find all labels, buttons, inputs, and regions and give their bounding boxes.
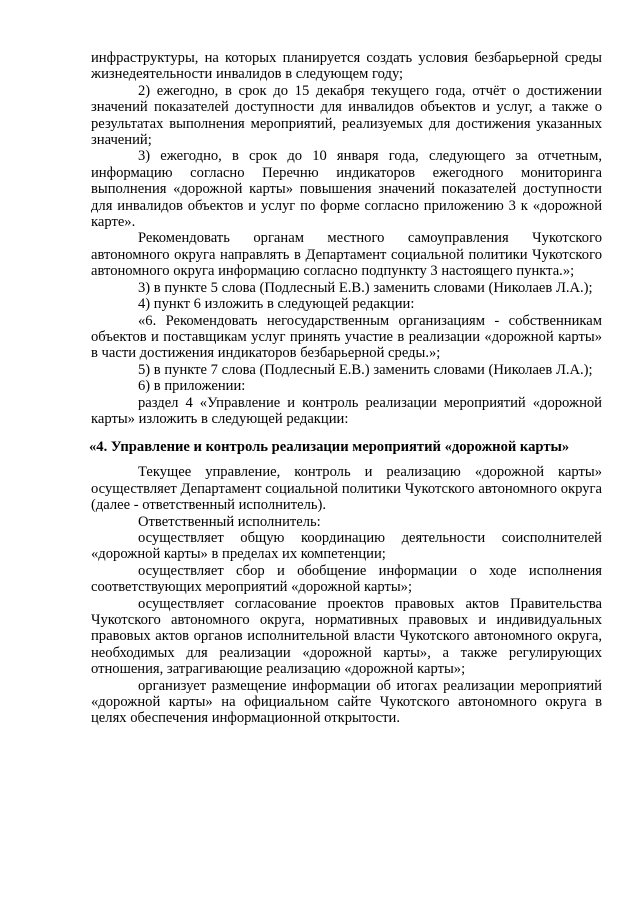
- paragraph-section-4-intro: раздел 4 «Управление и контроль реализации мероприятий «дорожной карты» изложить в следующей редакции:: [91, 394, 602, 427]
- paragraph-collection: осуществляет сбор и обобщение информации о ходе исполнения соответствующих мероприятий «дорожной карты»;: [91, 562, 602, 596]
- section-4-title: «4. Управление и контроль реализации мероприятий «дорожной карты»: [89, 439, 570, 456]
- paragraph-recommendation: Рекомендовать органам местного самоуправления Чукотского автономного округа направлять в Департамент социальной политики Чукотского автономного округа информацию согласно подпункту 3 настоящего пункта.»;: [91, 230, 602, 280]
- paragraph-approval: осуществляет согласование проектов правовых актов Правительства Чукотского автономного округа, нормативных правовых и индивидуальных правовых актов органов исполнительной власти Чукотского автономного округа, необходимых для реализации «дорожной карты», а также регулирующих отношения, затрагивающие реализацию «дорожной карты»;: [91, 595, 602, 678]
- paragraph-responsible-executor: Ответственный исполнитель:: [138, 513, 321, 530]
- paragraph-continuation: инфраструктуры, на которых планируется создать условия безбарьерной среды жизнедеятельности инвалидов в следующем году;: [91, 50, 602, 83]
- paragraph-item-2: 2) ежегодно, в срок до 15 декабря текущего года, отчёт о достижении значений показателей доступности для инвалидов объектов и услуг, а также о результатах выполнения мероприятий, реализуемых для достижения указанных значений;: [91, 82, 602, 149]
- paragraph-annex: 6) в приложении:: [138, 378, 246, 395]
- paragraph-amend-point-5: 3) в пункте 5 слова (Подлесный Е.В.) заменить словами (Николаев Л.А.);: [138, 279, 593, 296]
- paragraph-amend-point-6: 4) пункт 6 изложить в следующей редакции:: [138, 296, 415, 313]
- document-page: [91, 50, 602, 727]
- paragraph-current-management: Текущее управление, контроль и реализацию «дорожной карты» осуществляет Департамент социальной политики Чукотского автономного округа (далее - ответственный исполнитель).: [91, 464, 602, 514]
- paragraph-coordination: осуществляет общую координацию деятельности соисполнителей «дорожной карты» в пределах их компетенции;: [91, 529, 602, 563]
- paragraph-publication: организует размещение информации об итогах реализации мероприятий «дорожной карты» на официальном сайте Чукотского автономного округа в целях обеспечения информационной открытости.: [91, 677, 602, 727]
- paragraph-point-6-text: «6. Рекомендовать негосударственным организациям - собственникам объектов и поставщикам услуг принять участие в реализации «дорожной карты» в части достижения индикаторов безбарьерной среды.»;: [91, 312, 602, 362]
- paragraph-item-3: 3) ежегодно, в срок до 10 января года, следующего за отчетным, информацию согласно Перечню индикаторов ежегодного мониторинга выполнения «дорожной карты» повышения значений показателей доступности для инвалидов объектов и услуг по форме согласно приложению 3 к «дорожной карте».: [91, 148, 602, 231]
- paragraph-amend-point-7: 5) в пункте 7 слова (Подлесный Е.В.) заменить словами (Николаев Л.А.);: [138, 361, 593, 378]
